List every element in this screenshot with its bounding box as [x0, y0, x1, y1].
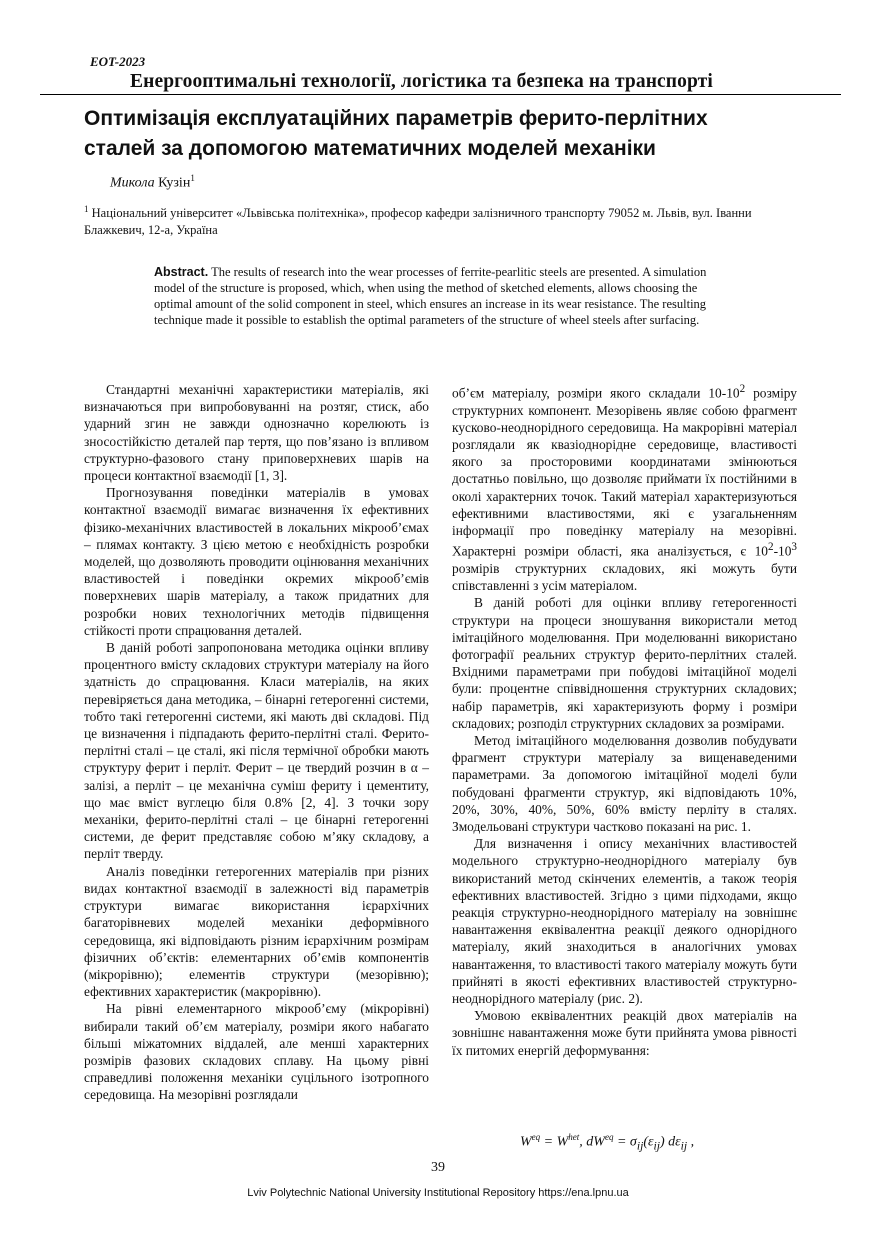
formula-term: = [540, 1134, 557, 1150]
energy-equation [520, 1132, 694, 1152]
header-rule [40, 94, 841, 95]
paragraph-continued [452, 381, 797, 594]
formula-superscript: eq [531, 1132, 541, 1142]
formula-superscript: eq [604, 1132, 614, 1142]
text-run: -10 [773, 543, 792, 559]
paragraph: Для визначення і опису механічних властивостей модельного структурно-неоднорідного матеріалу був використаний метод скінчених елементів, а також теорія ефективних властивостей. Згідно з цими підходами, якщо реакція структурно-неоднорідного матеріалу на зовнішнє навантаження еквівалентна реакції деякого однорідного матеріалу, який знаходиться в аналогічних умовах навантаження, то властивості такого матеріалу можуть бути прийняті в якості ефективних властивостей структурно-неоднорідного матеріалу (рис. 2). [452, 836, 797, 1007]
left-column [84, 381, 429, 1104]
affiliation-text: Національний університет «Львівська політехніка», професор кафедри залізничного транспорту 79052 м. Львів, вул. Іванни Блажкевич, 12-а, Україна [84, 206, 752, 238]
abstract-label: Abstract. [154, 265, 209, 279]
author-last-name: Кузін [158, 175, 191, 191]
superscript: 3 [791, 541, 797, 554]
author [110, 173, 195, 192]
superscript: 2 [739, 383, 746, 395]
formula-term: W [556, 1134, 569, 1150]
paragraph: Прогнозування поведінки матеріалів в умовах контактної взаємодії вимагає визначення їх ефективних фізико-механічних властивостей в локальних мікрооб’ємах – плямах контакту. З цією метою є необхідність розробки моделей, що дозволяють проводити оцінювання механічних властивостей і поведінки окремих мікрооб’ємів поверхневих шарів матеріалу, а також придатних для розробки нових технологічних методів підвищення стійкості проти спрацювання деталей. [84, 485, 429, 638]
paragraph: В даній роботі для оцінки впливу гетерогенності структури на процеси зношування використали метод імітаційного моделювання. При моделюванні використано фотографії реальних структур ферито-перлітних сталей. Вхідними параметрами при побудові імітаційної моделі були: процентне співвідношення структурних складових; набір параметрів, які характеризують форму і розміри складових; розподіл структурних складових за розмірами. [452, 595, 797, 731]
conference-tag: EOT-2023 [90, 54, 146, 69]
formula-subscript: ij [653, 1139, 660, 1153]
article-title-line-1: Оптимізація експлуатаційних параметрів ферито-перлітних [84, 107, 708, 130]
text-run: розміру структурних компонент. Мезорівень являє собою фрагмент кусково-неоднорідного середовища. На макрорівні матеріал розглядали як квазіоднорідне середовище, властивості якого за просторовими координатами змінюються достатньо повільно, що дозволяє приймати їх постійними в околі характерних точок. Такий матеріал характеризуються ефективними властивостями, які є узагальненням інформації про поведінку матеріалу на мезорівні. Характерні розміри області, яка аналізується, є 10 [452, 385, 797, 559]
paragraph: На рівні елементарного мікрооб’єму (мікрорівні) вибирали такий об’єм матеріалу, розміри якого набагато більші міжатомних віддалей, але менші характерних розмірів фазових складових сплаву. На цьому рівні справедливі положення механіки суцільного ізотропного середовища. На мезорівні розглядали [84, 1001, 429, 1103]
right-column [452, 381, 797, 1059]
abstract-text: The results of research into the wear processes of ferrite-pearlitic steels are presented. A simulation model of the structure is proposed, which, when using the method of sketched elements, allows choosing the optimal amount of the solid component in steel, which ensures an increase in its wear resistance. The resulting technique made it possible to establish the optimal parameters of the structure of wheel steels after surfacing. [154, 265, 707, 327]
section-title: Енергооптимальні технології, логістика та безпека на транспорті [130, 71, 713, 92]
text-run: розмірів структурних складових, які можуть бути співставленні з усім матеріалом. [452, 560, 797, 594]
affiliation [84, 201, 804, 239]
page-number: 39 [431, 1160, 445, 1175]
formula-term: dW [586, 1134, 605, 1150]
formula-term: = σ [613, 1134, 637, 1150]
formula-subscript: ij [680, 1139, 688, 1153]
paragraph: Умовою еквівалентних реакцій двох матеріалів на зовнішнє навантаження може бути прийнята умова рівності їх питомих енергій деформування: [452, 1008, 797, 1058]
author-affiliation-mark: 1 [190, 173, 195, 183]
abstract [154, 264, 724, 328]
repository-footer: Lviv Polytechnic National University Institutional Repository https://ena.lpnu.ua [247, 1187, 629, 1199]
affiliation-mark: 1 [84, 204, 89, 214]
text-run: об’єм матеріалу, розміри якого складали 10-10 [452, 385, 740, 401]
paragraph: Стандартні механічні характеристики матеріалів, які визначаються при випробовуванні на розтяг, стиск, або ударний згин не завжди однозначно корелюють із зносостійкістю деталей пар тертя, що пов’язано із впливом структурно-фазового стану приповерхневих шарів на процеси контактної взаємодії [1, 3]. [84, 382, 429, 484]
superscript: 2 [767, 541, 774, 554]
formula-term: , [579, 1134, 587, 1150]
formula-term: , [687, 1134, 695, 1150]
formula-term: (ε [643, 1134, 654, 1150]
formula-term: W [520, 1134, 532, 1150]
formula-subscript: ij [636, 1139, 644, 1153]
paragraph: Аналіз поведінки гетерогенних матеріалів при різних видах контактної взаємодії в залежності від параметрів структури вимагає використання ієрархічних багаторівневих моделей механіки деформівного середовища, які відповідають різним ієрархічним розмірам фізичних об’єктів: елементарних об’ємів компонентів (мікрорівню); елементів структури (мезорівню); ефективних характеристик (макрорівню). [84, 863, 429, 1000]
article-title-line-2: сталей за допомогою математичних моделей механіки [84, 137, 656, 160]
paragraph: Метод імітаційного моделювання дозволив побудувати фрагмент структури матеріалу за вищенаведеними параметрами. За допомогою імітаційної моделі були побудовані фрагменти структур, які відповідають 10%, 20%, 30%, 40%, 50%, 60% вмісту перліту в сталях. Змодельовані структури частково показані на рис. 1. [452, 733, 797, 835]
article-title [84, 104, 824, 164]
formula-superscript: het [568, 1132, 580, 1142]
paragraph: В даній роботі запропонована методика оцінки впливу процентного вмісту складових структури матеріалу на його здатність до спрацювання. Класи матеріалів, на яких перевіряється дана методика, – бінарні гетерогенні системи, тобто такі гетерогенні системи, які мають дві складові. Під це визначення і підпадають ферито-перлітні сталі. Ферито-перлітні сталі – це сталі, які після термічної обробки мають структуру ферит і перліт. Ферит – це твердий розчин в α – залізі, а перліт – це механічна суміш фериту і цементиту, що має вміст вуглецю біля 0.8% [2, 4]. З точки зору механіки, ферито-перлітні сталі – це бінарні гетерогенні системи, де ферит представляє собою м’яку складову, а перліт тверду. [84, 640, 429, 862]
formula-term: ) dε [659, 1134, 681, 1150]
author-first-name: Микола [110, 175, 155, 191]
